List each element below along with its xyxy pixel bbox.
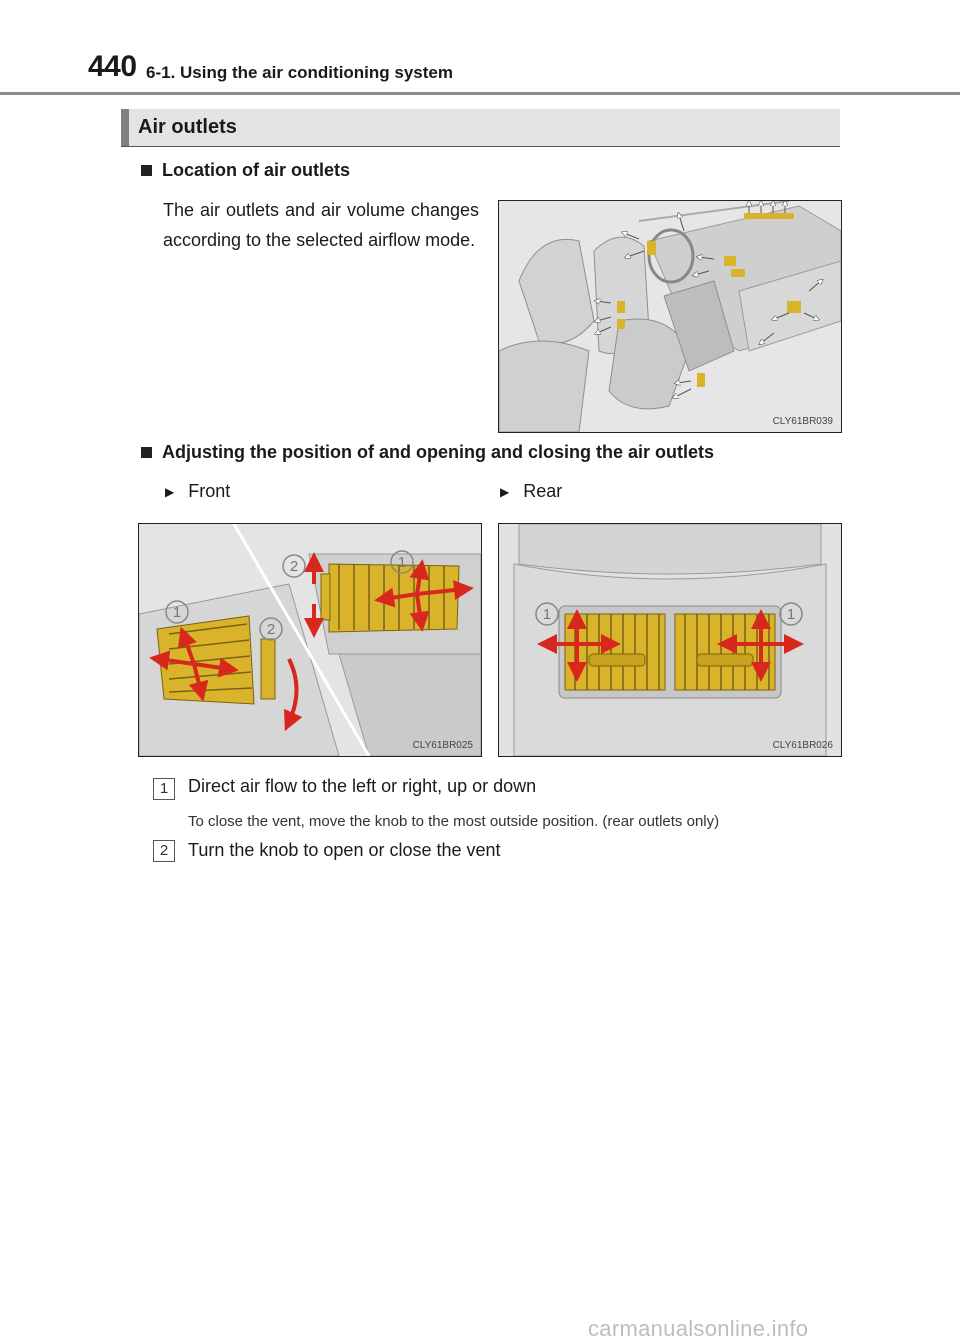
chapter-title: 6-1. Using the air conditioning system <box>146 63 453 82</box>
figure-code: CLY61BR039 <box>772 416 833 427</box>
figure-code: CLY61BR025 <box>412 740 473 751</box>
callout-2: 2 <box>289 558 299 575</box>
section-title: Air outlets <box>138 116 237 138</box>
front-label <box>165 481 230 502</box>
note-1-text: Direct air flow to the left or right, up or down <box>188 776 537 796</box>
location-description: The air outlets and air volume changes according to the selected airflow mode. <box>163 200 479 250</box>
rear-vents-illustration <box>499 524 841 756</box>
watermark[interactable]: carmanualsonline.info <box>588 1316 809 1341</box>
rear-label-text: Rear <box>523 481 563 501</box>
adjust-heading <box>141 442 714 463</box>
section-header-bar <box>121 109 840 147</box>
callout-1: 1 <box>397 554 407 571</box>
note-1-subtext: To close the vent, move the knob to the most outside position. (rear outlets only) <box>188 813 720 830</box>
rear-label <box>500 481 562 502</box>
triangle-bullet-icon: ▶ <box>500 484 510 499</box>
callout-1: 1 <box>542 606 552 623</box>
air-outlet-location-figure <box>498 200 842 433</box>
header-divider <box>0 92 960 95</box>
figure-code: CLY61BR026 <box>772 740 833 751</box>
square-bullet-icon <box>141 447 152 458</box>
location-heading-text: Location of air outlets <box>162 160 351 180</box>
square-bullet-icon <box>141 165 152 176</box>
page-number: 440 <box>88 50 137 83</box>
car-interior-illustration <box>499 201 841 432</box>
note-2-number: 2 <box>153 840 175 862</box>
section-underline <box>121 146 840 147</box>
front-label-text: Front <box>188 481 231 501</box>
triangle-bullet-icon: ▶ <box>165 484 175 499</box>
callout-2: 2 <box>266 621 276 638</box>
callout-1: 1 <box>172 604 182 621</box>
rear-vents-figure <box>498 523 842 757</box>
front-vents-figure <box>138 523 482 757</box>
callout-1: 1 <box>786 606 796 623</box>
note-2-text: Turn the knob to open or close the vent <box>188 840 501 860</box>
note-1-number: 1 <box>153 778 175 800</box>
front-vents-illustration <box>139 524 481 756</box>
section-accent <box>121 109 129 147</box>
adjust-heading-text: Adjusting the position of and opening and closing the air outlets <box>162 442 714 462</box>
location-heading <box>141 160 350 181</box>
